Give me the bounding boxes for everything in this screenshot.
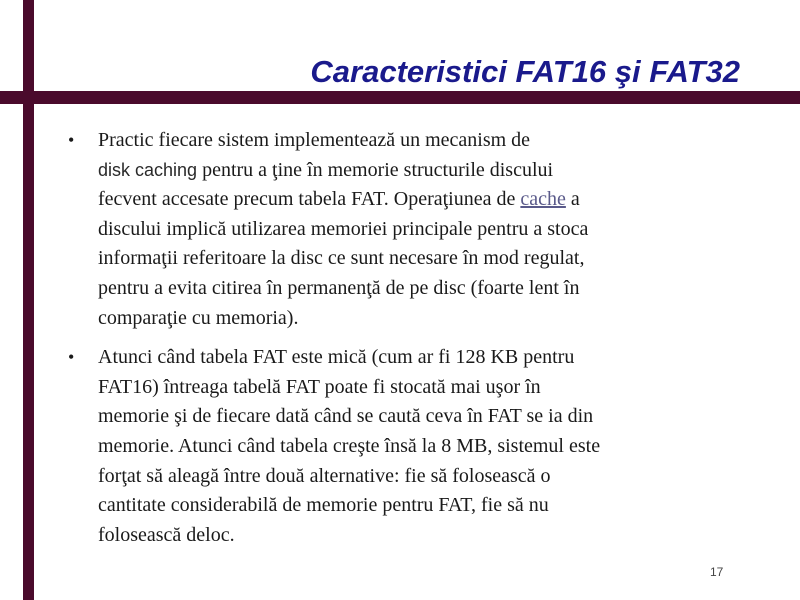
bullet-line: cantitate considerabilă de memorie pentru FAT, fie să nu xyxy=(98,494,549,517)
bullet-line: discului implică utilizarea memoriei principale pentru a stoca xyxy=(98,217,589,240)
bullet-item-2 xyxy=(64,343,736,550)
bullet-text: pentru a ţine în memorie structurile discului xyxy=(197,158,554,181)
bullet-line: informaţii referitoare la disc ce sunt necesare în mod regulat, xyxy=(98,247,585,270)
bullet-text: a xyxy=(565,188,580,211)
bullet-line: Practic fiecare sistem implementează un mecanism de xyxy=(98,129,531,151)
bullet-line: memorie şi de fiecare dată când se caută ceva în FAT se ia din xyxy=(98,405,594,428)
bullet-dot-icon: • xyxy=(68,130,75,150)
term-disk-caching: disk caching xyxy=(98,159,198,180)
bullet-text: fecvent accesate precum tabela FAT. Operaţiunea de xyxy=(98,188,521,211)
bullet-line: memorie. Atunci când tabela creşte însă la 8 MB, sistemul este xyxy=(98,434,601,457)
slide-body xyxy=(64,126,736,550)
left-accent-bar xyxy=(23,0,34,600)
bullet-line xyxy=(98,156,736,186)
slide-title: Caracteristici FAT16 şi FAT32 xyxy=(310,54,740,89)
bullet-line: FAT16) întreaga tabelă FAT poate fi stocată mai uşor în xyxy=(98,375,541,398)
cache-link[interactable]: cache xyxy=(520,188,566,211)
bullet-line: pentru a evita citirea în permanenţă de pe disc (foarte lent în xyxy=(98,276,580,299)
bullet-line xyxy=(98,185,736,215)
bullet-dot-icon: • xyxy=(68,347,75,368)
page-number: 17 xyxy=(710,565,724,579)
bullet-line: folosească deloc. xyxy=(98,523,235,546)
title-underline-bar xyxy=(0,91,800,104)
bullet-line: Atunci când tabela FAT este mică (cum ar fi 128 KB pentru xyxy=(98,346,575,369)
bullet-line: forţat să aleagă între două alternative: fie să folosească o xyxy=(98,464,551,487)
bullet-item-1 xyxy=(64,126,736,333)
bullet-line: comparaţie cu memoria). xyxy=(98,306,299,329)
